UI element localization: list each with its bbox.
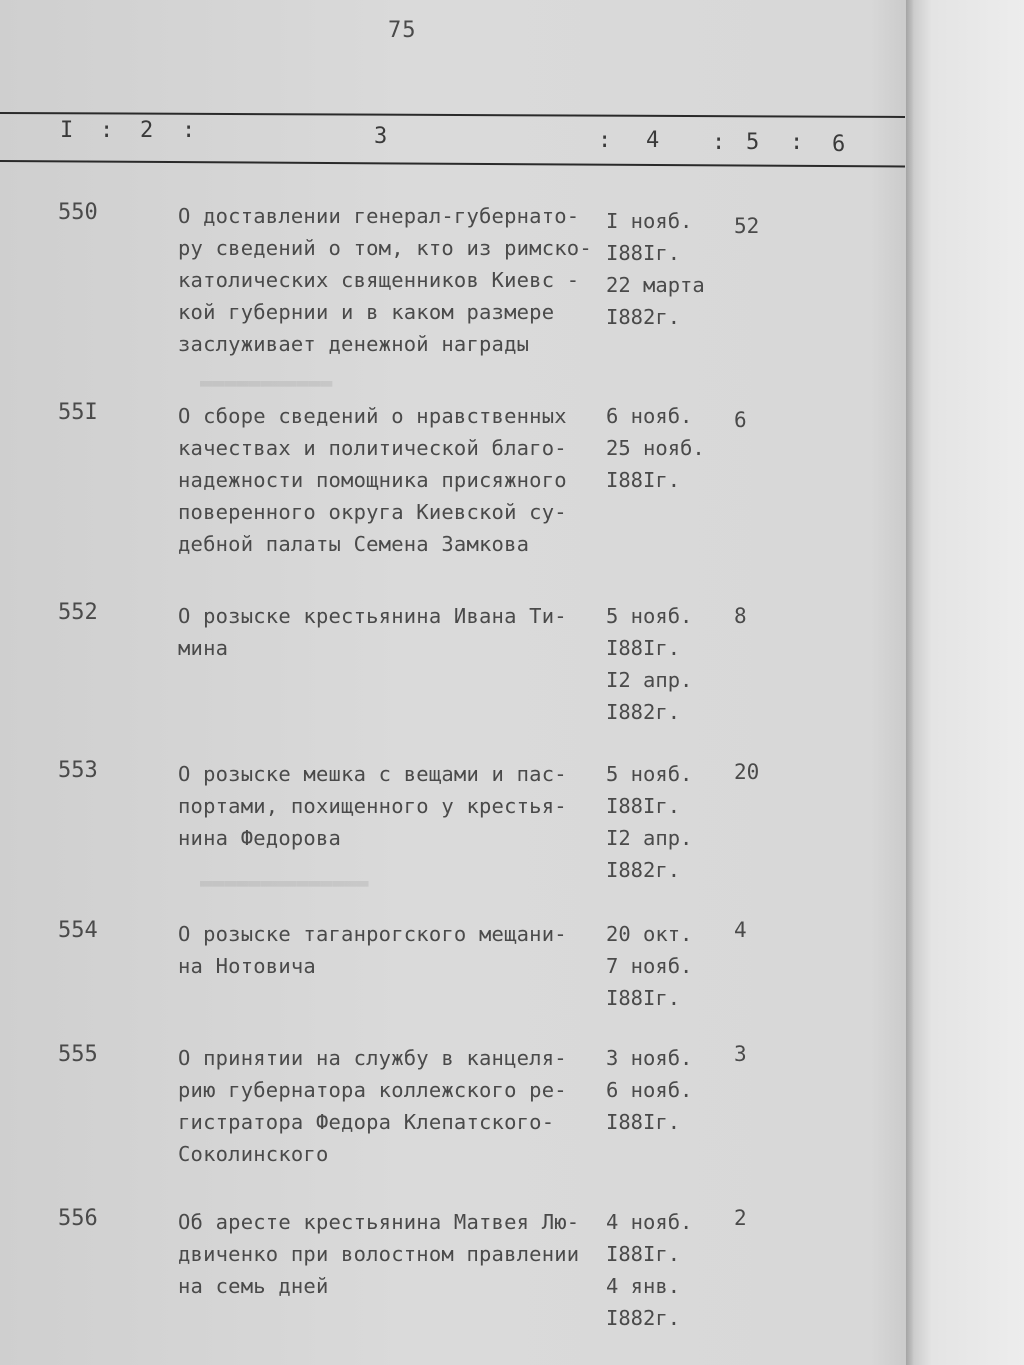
entry-number: 553 bbox=[58, 758, 98, 783]
title-line: О розыске таганрогского мещани- bbox=[178, 922, 567, 946]
page-number: 75 bbox=[388, 18, 417, 43]
date-line: I88Iг. bbox=[606, 241, 681, 265]
date-line: I882г. bbox=[606, 858, 681, 882]
title-line: гистратора Федора Клепатского- bbox=[178, 1110, 555, 1134]
date-line: I2 апр. bbox=[606, 668, 693, 692]
title-line: на Нотовича bbox=[178, 954, 316, 978]
column-header-5: 5 bbox=[746, 130, 760, 155]
entry-sheet-count: 8 bbox=[734, 604, 747, 628]
date-line: I88Iг. bbox=[606, 636, 681, 660]
date-line: I2 апр. bbox=[606, 826, 693, 850]
entry-dates bbox=[606, 1206, 726, 1334]
title-line: Об аресте крестьянина Матвея Лю- bbox=[178, 1210, 580, 1234]
entry-number: 550 bbox=[58, 200, 98, 225]
entry-number: 554 bbox=[58, 918, 98, 943]
title-line: Соколинского bbox=[178, 1142, 329, 1166]
entry-title bbox=[178, 400, 608, 560]
entry-number: 55I bbox=[58, 400, 98, 425]
date-line: I882г. bbox=[606, 700, 681, 724]
date-line: 4 янв. bbox=[606, 1274, 681, 1298]
entry-dates bbox=[606, 205, 726, 333]
column-separator: : bbox=[712, 130, 726, 155]
date-line: 6 нояб. bbox=[606, 404, 693, 428]
column-separator: : bbox=[100, 118, 114, 143]
column-header-1: I bbox=[60, 118, 74, 143]
title-line: О доставлении генерал-губернато- bbox=[178, 204, 580, 228]
column-separator: : bbox=[598, 128, 612, 153]
date-line: I88Iг. bbox=[606, 1242, 681, 1266]
column-separator: : bbox=[182, 118, 196, 143]
title-line: заслуживает денежной награды bbox=[178, 332, 530, 356]
date-line: I882г. bbox=[606, 1306, 681, 1330]
date-line: 3 нояб. bbox=[606, 1046, 693, 1070]
title-line: кой губернии и в каком размере bbox=[178, 300, 555, 324]
date-line: I нояб. bbox=[606, 209, 693, 233]
column-separator: : bbox=[790, 130, 804, 155]
date-line: 5 нояб. bbox=[606, 604, 693, 628]
title-line: поверенного округа Киевской су- bbox=[178, 500, 567, 524]
title-line: О розыске крестьянина Ивана Ти- bbox=[178, 604, 567, 628]
page-edge-shadow bbox=[906, 0, 914, 1365]
entry-sheet-count: 6 bbox=[734, 408, 747, 432]
entry-title bbox=[178, 758, 608, 854]
date-line: 25 нояб. bbox=[606, 436, 705, 460]
date-line: I88Iг. bbox=[606, 468, 681, 492]
bleed-through-mark: ▬▬▬▬▬▬▬▬▬▬▬ bbox=[200, 370, 333, 394]
entry-title bbox=[178, 200, 608, 360]
column-header-3: 3 bbox=[374, 124, 388, 149]
title-line: портами, похищенного у крестья- bbox=[178, 794, 567, 818]
column-header-6: 6 bbox=[832, 132, 846, 157]
title-line: О принятии на службу в канцеля- bbox=[178, 1046, 567, 1070]
entry-dates bbox=[606, 918, 726, 1014]
column-header-row bbox=[0, 118, 905, 157]
date-line: I882г. bbox=[606, 305, 681, 329]
title-line: О розыске мешка с вещами и пас- bbox=[178, 762, 567, 786]
entry-sheet-count: 4 bbox=[734, 918, 747, 942]
title-line: на семь дней bbox=[178, 1274, 329, 1298]
title-line: надежности помощника присяжного bbox=[178, 468, 567, 492]
bleed-through-mark: ▬▬▬▬▬▬▬▬▬▬▬▬▬▬ bbox=[200, 870, 369, 894]
title-line: дебной палаты Семена Замкова bbox=[178, 532, 530, 556]
title-line: католических священников Киевс - bbox=[178, 268, 580, 292]
entry-title bbox=[178, 1042, 608, 1170]
entry-number: 555 bbox=[58, 1042, 98, 1067]
column-header-2: 2 bbox=[140, 118, 154, 143]
entry-title bbox=[178, 1206, 608, 1302]
date-line: I88Iг. bbox=[606, 794, 681, 818]
entry-number: 552 bbox=[58, 600, 98, 625]
entry-dates bbox=[606, 400, 726, 496]
entry-number: 556 bbox=[58, 1206, 98, 1231]
title-line: ру сведений о том, кто из римско- bbox=[178, 236, 592, 260]
entry-sheet-count: 52 bbox=[734, 214, 760, 238]
entry-sheet-count: 3 bbox=[734, 1042, 747, 1066]
date-line: 22 марта bbox=[606, 273, 705, 297]
date-line: 6 нояб. bbox=[606, 1078, 693, 1102]
entry-title bbox=[178, 600, 608, 664]
entry-dates bbox=[606, 1042, 726, 1138]
title-line: мина bbox=[178, 636, 229, 660]
title-line: О сборе сведений о нравственных bbox=[178, 404, 567, 428]
date-line: 4 нояб. bbox=[606, 1210, 693, 1234]
title-line: нина Федорова bbox=[178, 826, 342, 850]
header-bottom-rule bbox=[0, 160, 905, 168]
entry-dates bbox=[606, 758, 726, 886]
date-line: I88Iг. bbox=[606, 986, 681, 1010]
date-line: I88Iг. bbox=[606, 1110, 681, 1134]
column-header-4: 4 bbox=[646, 128, 660, 153]
date-line: 5 нояб. bbox=[606, 762, 693, 786]
entry-sheet-count: 2 bbox=[734, 1206, 747, 1230]
title-line: качествах и политической благо- bbox=[178, 436, 567, 460]
entry-title bbox=[178, 918, 608, 982]
entry-sheet-count: 20 bbox=[734, 760, 760, 784]
title-line: двиченко при волостном правлении bbox=[178, 1242, 580, 1266]
entry-dates bbox=[606, 600, 726, 728]
title-line: рию губернатора коллежского ре- bbox=[178, 1078, 567, 1102]
date-line: 20 окт. bbox=[606, 922, 693, 946]
date-line: 7 нояб. bbox=[606, 954, 693, 978]
